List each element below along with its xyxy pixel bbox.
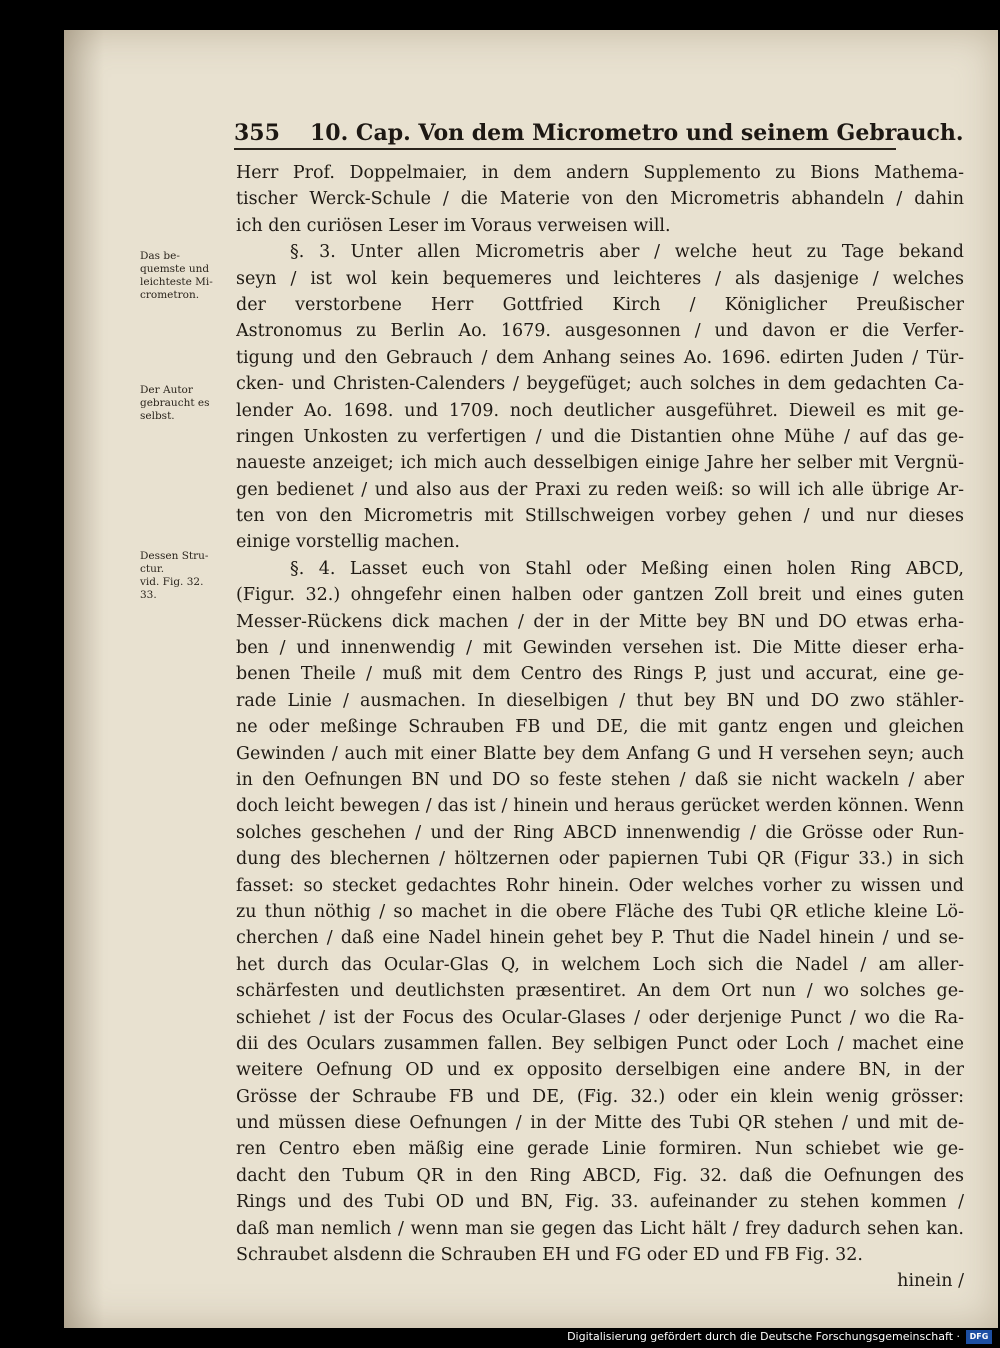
text-line: lender Ao. 1698. und 1709. noch deutlicher ausgeführet. Dieweil es mit ge- — [236, 400, 964, 421]
text-line: Astronomus zu Berlin Ao. 1679. ausgesonnen / und davon er die Verfer- — [236, 321, 964, 342]
text-line: schiehet / ist der Focus des Ocular-Glases / oder derjenige Punct / wo die Ra- — [236, 1007, 964, 1028]
text-line: seyn / ist wol kein bequemeres und leichteres / als dasjenige / welches — [236, 268, 964, 289]
text-line: ich den curiösen Leser im Voraus verweisen will. — [236, 215, 671, 236]
text-line: dung des blechernen / höltzernen oder papiernen Tubi QR (Figur 33.) in sich — [236, 849, 964, 870]
text-line: ben / und innenwendig / mit Gewinden versehen ist. Die Mitte dieser erha- — [236, 638, 964, 659]
text-line: in den Oefnungen BN und DO so feste stehen / daß sie nicht wackeln / aber — [236, 769, 964, 790]
margin-note-3 — [140, 550, 238, 602]
text-line: und müssen diese Oefnungen / in der Mitte des Tubi QR stehen / und mit de- — [236, 1113, 964, 1134]
text-line: Gewinden / auch mit einer Blatte bey dem Anfang G und H versehen seyn; auch — [236, 743, 964, 764]
text-line: Herr Prof. Doppelmaier, in dem andern Supplemento zu Bions Mathema- — [236, 163, 964, 183]
footer-bar — [0, 1328, 1000, 1348]
margin-note-line: Dessen Stru- — [140, 550, 209, 562]
text-line: fasset: so stecket gedachtes Rohr hinein. Oder welches vorher zu wissen und — [236, 875, 964, 896]
text-line: cherchen / daß eine Nadel hinein gehet bey P. Thut die Nadel hinein / und se- — [236, 928, 964, 949]
running-header — [234, 118, 964, 150]
text-line: tigung und den Gebrauch / dem Anhang seines Ao. 1696. edirten Juden / Tür- — [236, 347, 964, 368]
text-line: einige vorstellig machen. — [236, 532, 460, 553]
margin-note-line: gebraucht es — [140, 397, 210, 409]
margin-note-line: crometron. — [140, 289, 200, 301]
margin-note-line: leichteste Mi- — [140, 276, 213, 288]
text-line: naueste anzeiget; ich mich auch desselbigen einige Jahre her selber mit Vergnü- — [236, 453, 964, 474]
text-line: Messer-Rückens dick machen / der in der Mitte bey BN und DO etwas erha- — [236, 611, 964, 632]
text-line: ten von den Micrometris mit Stillschweigen vorbey gehen / und nur dieses — [236, 506, 964, 527]
text-line: solches geschehen / und der Ring ABCD innenwendig / die Grösse oder Run- — [236, 822, 964, 843]
margin-note-2 — [140, 384, 238, 423]
text-line: ren Centro eben mäßig eine gerade Linie formiren. Nun schiebet wie ge- — [236, 1139, 964, 1160]
dfg-logo: DFG — [966, 1330, 992, 1344]
body-text — [236, 160, 964, 1295]
text-line: (Figur. 32.) ohngefehr einen halben oder gantzen Zoll breit und eines guten — [236, 585, 964, 606]
text-line: Grösse der Schraube FB und DE, (Fig. 32.) oder ein klein wenig grösser: — [236, 1086, 964, 1107]
text-line: der verstorbene Herr Gottfried Kirch / Königlicher Preußischer — [236, 294, 964, 315]
text-line: benen Theile / muß mit dem Centro des Rings P, just und accurat, eine ge- — [236, 664, 964, 685]
text-line: zu thun nöthig / so machet in die obere Fläche des Tubi QR etliche kleine Lö- — [236, 901, 964, 922]
text-line: gen bedienet / und also aus der Praxi zu reden weiß: so will ich alle übrige Ar- — [236, 479, 964, 500]
margin-note-line: Das be- — [140, 250, 180, 262]
funding-credit: Digitalisierung gefördert durch die Deutsche Forschungsgemeinschaft · — [567, 1330, 960, 1343]
text-line: dii des Oculars zusammen fallen. Bey selbigen Punct oder Loch / machet eine — [236, 1033, 964, 1054]
text-line: Schraubet alsdenn die Schrauben EH und FG oder ED und FB Fig. 32. — [236, 1245, 863, 1266]
text-line: tischer Werck-Schule / die Materie von den Micrometris abhandeln / dahin — [236, 189, 964, 210]
margin-note-line: quemste und — [140, 263, 210, 275]
text-line: rade Linie / ausmachen. In dieselbigen / thut bey BN und DO zwo stähler- — [236, 690, 964, 711]
text-line: doch leicht bewegen / das ist / hinein und heraus gerücket werden können. Wenn — [236, 796, 964, 817]
margin-note-line: Der Autor — [140, 384, 193, 396]
text-line: §. 3. Unter allen Micrometris aber / welche heut zu Tage bekand — [290, 242, 964, 263]
text-line: daß man nemlich / wenn man sie gegen das Licht hält / frey dadurch sehen kan. — [236, 1218, 964, 1239]
text-line: ringen Unkosten zu verfertigen / und die Distantien ohne Mühe / auf das ge- — [236, 426, 964, 447]
text-line: cken- und Christen-Calenders / beygefüget; auch solches in dem gedachten Ca- — [236, 374, 964, 395]
page-number: 355 — [234, 120, 280, 146]
margin-note-line: vid. Fig. 32. — [140, 576, 204, 588]
margin-note-line: selbst. — [140, 410, 175, 422]
text-line: dacht den Tubum QR in den Ring ABCD, Fig. 32. daß die Oefnungen des — [236, 1165, 964, 1186]
margin-note-1 — [140, 250, 238, 302]
text-line: §. 4. Lasset euch von Stahl oder Meßing einen holen Ring ABCD, — [290, 558, 964, 579]
text-line: weitere Oefnung OD und ex opposito derselbigen eine andere BN, in der — [236, 1060, 964, 1081]
text-line: hinein / — [897, 1271, 964, 1292]
text-line: schärfesten und deutlichsten præsentiret. An dem Ort nun / wo solches ge- — [236, 981, 964, 1002]
text-line: ne oder meßinge Schrauben FB und DE, die mit gantz engen und gleichen — [236, 717, 964, 738]
text-line: Rings und des Tubi OD und BN, Fig. 33. aufeinander zu stehen kommen / — [236, 1192, 964, 1213]
running-title: 10. Cap. Von dem Micrometro und seinem Gebrauch. — [310, 120, 964, 146]
margin-note-line: 33. — [140, 589, 157, 601]
margin-note-line: ctur. — [140, 563, 165, 575]
text-line: het durch das Ocular-Glas Q, in welchem Loch sich die Nadel / am aller- — [236, 954, 964, 975]
